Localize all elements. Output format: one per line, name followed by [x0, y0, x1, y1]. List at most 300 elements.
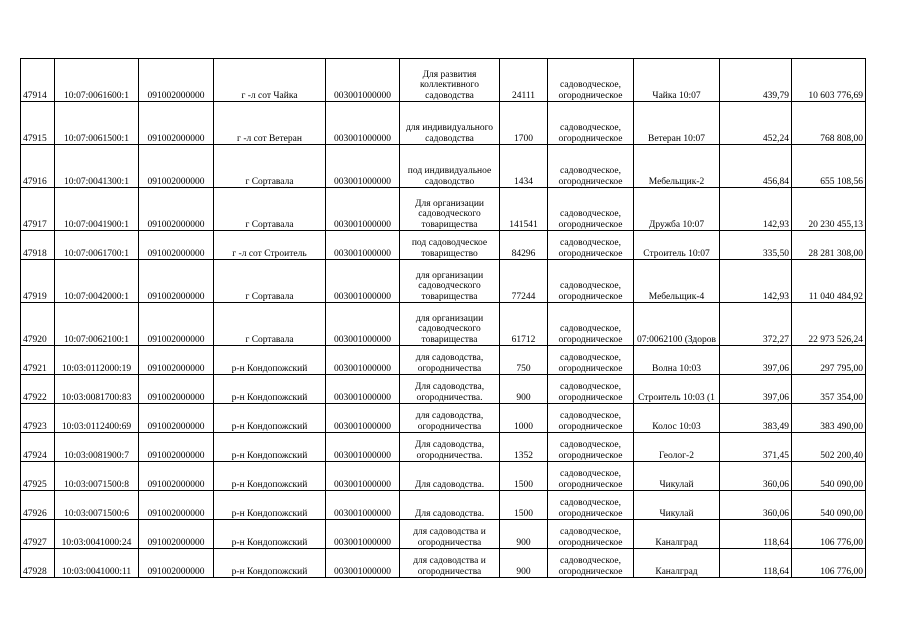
use-type-cell [548, 462, 634, 491]
zone-name-text: Строитель 10:03 (1 [638, 392, 715, 403]
row-id-text: 47926 [23, 508, 47, 519]
location-text: г -л сот Ветеран [237, 133, 302, 144]
category-code-cell [326, 404, 400, 433]
area-text: 1500 [514, 479, 533, 490]
cadastral-value-cell [792, 346, 866, 375]
zone-name-cell [634, 231, 720, 260]
cadastral-value-cell [792, 462, 866, 491]
area-text: 1500 [514, 508, 533, 519]
okato-code-cell [139, 520, 214, 549]
location-cell [214, 375, 326, 404]
category-code-text: 003001000000 [334, 537, 391, 548]
permitted-use-text: Для развития коллективного садоводства [420, 69, 479, 101]
unit-rate-text: 142,93 [762, 219, 789, 230]
zone-name-cell [634, 102, 720, 145]
cadastral-value-text: 10 603 776,69 [808, 90, 863, 101]
location-cell [214, 433, 326, 462]
category-code-text: 003001000000 [334, 219, 391, 230]
use-type-text: садоводческое, огородническое [558, 382, 623, 403]
use-type-cell [548, 433, 634, 462]
location-cell [214, 260, 326, 303]
cadastral-value-cell [792, 260, 866, 303]
location-cell [214, 462, 326, 491]
zone-name-cell [634, 346, 720, 375]
table-row [21, 231, 866, 260]
okato-code-text: 091002000000 [147, 90, 205, 101]
zone-name-cell [634, 59, 720, 102]
unit-rate-cell [720, 59, 792, 102]
area-cell [500, 375, 548, 404]
area-text: 1000 [514, 421, 533, 432]
row-id-cell [21, 491, 55, 520]
use-type-cell [548, 549, 634, 578]
location-cell [214, 303, 326, 346]
permitted-use-cell [400, 462, 500, 491]
permitted-use-text: для садоводства, огородничества [415, 353, 484, 374]
area-text: 900 [516, 566, 531, 577]
zone-name-text: Волна 10:03 [651, 363, 702, 374]
category-code-cell [326, 188, 400, 231]
use-type-text: садоводческое, огородническое [558, 556, 623, 577]
zone-name-text: 07:0062100 (Здоров [636, 334, 717, 345]
zone-name-text: Строитель 10:07 [643, 248, 710, 259]
location-cell [214, 549, 326, 578]
cadastral-number-cell [55, 188, 139, 231]
cadastral-value-cell [792, 491, 866, 520]
use-type-text: садоводческое, огородническое [558, 209, 623, 230]
category-code-cell [326, 433, 400, 462]
permitted-use-text: Для организации садоводческого товарищества [415, 198, 484, 230]
category-code-text: 003001000000 [334, 248, 391, 259]
area-cell [500, 260, 548, 303]
table-row [21, 188, 866, 231]
location-text: р-н Кондопожский [231, 508, 308, 519]
unit-rate-text: 142,93 [762, 291, 789, 302]
use-type-text: садоводческое, огородническое [558, 324, 623, 345]
permitted-use-text: для садоводства, огородничества [415, 411, 484, 432]
cadastral-value-text: 106 776,00 [820, 566, 863, 577]
area-cell [500, 59, 548, 102]
cadastral-number-cell [55, 520, 139, 549]
okato-code-cell [139, 404, 214, 433]
category-code-text: 003001000000 [334, 176, 391, 187]
location-text: р-н Кондопожский [231, 479, 308, 490]
row-id-cell [21, 303, 55, 346]
location-text: г Сортавала [245, 334, 294, 345]
row-id-text: 47921 [23, 363, 47, 374]
okato-code-cell [139, 102, 214, 145]
unit-rate-text: 371,45 [762, 450, 789, 461]
unit-rate-cell [720, 188, 792, 231]
okato-code-cell [139, 462, 214, 491]
cadastral-number-text: 10:07:0041900:1 [64, 219, 129, 230]
area-text: 1434 [514, 176, 533, 187]
permitted-use-text: Для садоводства, огородничества. [414, 382, 485, 403]
okato-code-cell [139, 375, 214, 404]
cadastral-value-text: 22 973 526,24 [808, 334, 863, 345]
permitted-use-text: для садоводства и огородничества [413, 556, 486, 577]
area-text: 1700 [514, 133, 533, 144]
unit-rate-text: 456,84 [762, 176, 789, 187]
unit-rate-text: 360,06 [762, 508, 789, 519]
row-id-cell [21, 231, 55, 260]
permitted-use-cell [400, 59, 500, 102]
use-type-cell [548, 260, 634, 303]
cadastral-number-cell [55, 346, 139, 375]
cadastral-number-cell [55, 260, 139, 303]
unit-rate-cell [720, 145, 792, 188]
area-cell [500, 303, 548, 346]
row-id-cell [21, 520, 55, 549]
row-id-text: 47928 [23, 566, 47, 577]
location-cell [214, 346, 326, 375]
use-type-text: садоводческое, огородническое [558, 469, 623, 490]
location-text: р-н Кондопожский [231, 363, 308, 374]
unit-rate-cell [720, 375, 792, 404]
category-code-cell [326, 102, 400, 145]
area-cell [500, 102, 548, 145]
unit-rate-cell [720, 491, 792, 520]
location-text: г Сортавала [245, 291, 294, 302]
row-id-text: 47919 [23, 291, 47, 302]
cadastral-number-cell [55, 59, 139, 102]
use-type-text: садоводческое, огородническое [558, 281, 623, 302]
table-row [21, 375, 866, 404]
location-text: г Сортавала [245, 176, 294, 187]
location-cell [214, 520, 326, 549]
zone-name-cell [634, 491, 720, 520]
zone-name-text: Каналград [655, 566, 698, 577]
permitted-use-text: для садоводства и огородничества [413, 527, 486, 548]
okato-code-cell [139, 145, 214, 188]
cadastral-value-text: 383 490,00 [820, 421, 863, 432]
use-type-cell [548, 491, 634, 520]
okato-code-cell [139, 260, 214, 303]
unit-rate-text: 439,79 [762, 90, 789, 101]
permitted-use-cell [400, 346, 500, 375]
cadastral-number-cell [55, 231, 139, 260]
use-type-cell [548, 303, 634, 346]
cadastral-number-cell [55, 549, 139, 578]
okato-code-text: 091002000000 [147, 248, 205, 259]
unit-rate-text: 397,06 [762, 392, 789, 403]
row-id-cell [21, 188, 55, 231]
permitted-use-text: Для садоводства. [414, 508, 485, 519]
area-text: 750 [516, 363, 531, 374]
table-row [21, 462, 866, 491]
cadastral-value-text: 28 281 308,00 [808, 248, 863, 259]
zone-name-text: Каналград [655, 537, 698, 548]
use-type-text: садоводческое, огородническое [558, 238, 623, 259]
zone-name-text: Колос 10:03 [652, 421, 701, 432]
cadastral-number-text: 10:03:0041000:11 [61, 566, 132, 577]
category-code-text: 003001000000 [334, 479, 391, 490]
category-code-text: 003001000000 [334, 566, 391, 577]
category-code-text: 003001000000 [334, 334, 391, 345]
cadastral-number-cell [55, 145, 139, 188]
okato-code-text: 091002000000 [147, 450, 205, 461]
cadastral-number-text: 10:03:0071500:8 [64, 479, 129, 490]
table-row [21, 346, 866, 375]
zone-name-cell [634, 145, 720, 188]
use-type-cell [548, 375, 634, 404]
permitted-use-cell [400, 520, 500, 549]
row-id-text: 47927 [23, 537, 47, 548]
okato-code-text: 091002000000 [147, 566, 205, 577]
table-row [21, 520, 866, 549]
cadastral-value-cell [792, 59, 866, 102]
unit-rate-cell [720, 433, 792, 462]
area-text: 1352 [514, 450, 533, 461]
permitted-use-cell [400, 188, 500, 231]
permitted-use-cell [400, 102, 500, 145]
table-row [21, 303, 866, 346]
use-type-text: садоводческое, огородническое [558, 166, 623, 187]
cadastral-value-text: 297 795,00 [820, 363, 863, 374]
category-code-cell [326, 260, 400, 303]
category-code-cell [326, 520, 400, 549]
area-cell [500, 549, 548, 578]
okato-code-cell [139, 433, 214, 462]
cadastral-number-cell [55, 102, 139, 145]
unit-rate-cell [720, 303, 792, 346]
area-cell [500, 346, 548, 375]
table-row [21, 404, 866, 433]
okato-code-cell [139, 346, 214, 375]
cadastral-value-text: 357 354,00 [820, 392, 863, 403]
category-code-cell [326, 303, 400, 346]
row-id-cell [21, 346, 55, 375]
cadastral-value-text: 540 090,00 [820, 508, 863, 519]
zone-name-cell [634, 433, 720, 462]
table-row [21, 491, 866, 520]
cadastral-number-cell [55, 462, 139, 491]
area-text: 24111 [511, 90, 536, 101]
permitted-use-cell [400, 549, 500, 578]
area-text: 900 [516, 392, 531, 403]
cadastral-number-text: 10:03:0112000:19 [61, 363, 132, 374]
okato-code-cell [139, 231, 214, 260]
row-id-text: 47925 [23, 479, 47, 490]
okato-code-text: 091002000000 [147, 219, 205, 230]
category-code-cell [326, 231, 400, 260]
zone-name-text: Мебельщик-2 [648, 176, 705, 187]
permitted-use-cell [400, 231, 500, 260]
zone-name-cell [634, 404, 720, 433]
unit-rate-cell [720, 549, 792, 578]
cadastral-number-cell [55, 404, 139, 433]
okato-code-cell [139, 59, 214, 102]
use-type-cell [548, 404, 634, 433]
use-type-text: садоводческое, огородническое [558, 498, 623, 519]
area-text: 84296 [511, 248, 536, 259]
location-cell [214, 491, 326, 520]
cadastral-number-text: 10:03:0041000:24 [61, 537, 132, 548]
unit-rate-cell [720, 346, 792, 375]
row-id-cell [21, 433, 55, 462]
row-id-text: 47916 [23, 176, 47, 187]
cadastral-number-text: 10:03:0112400:69 [61, 421, 132, 432]
unit-rate-cell [720, 231, 792, 260]
use-type-text: садоводческое, огородническое [558, 80, 623, 101]
use-type-cell [548, 346, 634, 375]
cadastral-value-cell [792, 549, 866, 578]
cadastral-number-text: 10:07:0061500:1 [64, 133, 129, 144]
zone-name-text: Геолог-2 [659, 450, 694, 461]
row-id-text: 47915 [23, 133, 47, 144]
row-id-cell [21, 260, 55, 303]
area-cell [500, 404, 548, 433]
okato-code-text: 091002000000 [147, 392, 205, 403]
area-text: 141541 [509, 219, 538, 230]
unit-rate-cell [720, 520, 792, 549]
zone-name-cell [634, 549, 720, 578]
location-text: г -л сот Чайка [241, 90, 298, 101]
category-code-text: 003001000000 [334, 90, 391, 101]
category-code-cell [326, 462, 400, 491]
location-cell [214, 188, 326, 231]
cadastral-number-cell [55, 491, 139, 520]
use-type-text: садоводческое, огородническое [558, 353, 623, 374]
cadastral-number-cell [55, 303, 139, 346]
permitted-use-cell [400, 303, 500, 346]
category-code-cell [326, 145, 400, 188]
category-code-cell [326, 375, 400, 404]
area-cell [500, 462, 548, 491]
unit-rate-text: 372,27 [762, 334, 789, 345]
okato-code-cell [139, 491, 214, 520]
location-text: г Сортавала [245, 219, 294, 230]
cadastral-value-text: 655 108,56 [820, 176, 863, 187]
zone-name-text: Чайка 10:07 [652, 90, 701, 101]
zone-name-text: Мебельщик-4 [648, 291, 705, 302]
table-body [21, 59, 866, 578]
location-cell [214, 404, 326, 433]
location-text: р-н Кондопожский [231, 537, 308, 548]
use-type-cell [548, 145, 634, 188]
cadastral-value-cell [792, 102, 866, 145]
cadastral-value-text: 11 040 484,92 [808, 291, 863, 302]
okato-code-text: 091002000000 [147, 176, 205, 187]
unit-rate-text: 452,24 [762, 133, 789, 144]
zone-name-cell [634, 303, 720, 346]
use-type-cell [548, 520, 634, 549]
use-type-text: садоводческое, огородническое [558, 123, 623, 144]
permitted-use-cell [400, 404, 500, 433]
cadastral-value-cell [792, 188, 866, 231]
okato-code-text: 091002000000 [147, 363, 205, 374]
unit-rate-cell [720, 462, 792, 491]
okato-code-text: 091002000000 [147, 479, 205, 490]
permitted-use-text: для организации садоводческого товарищества [415, 313, 484, 345]
cadastral-number-text: 10:07:0061600:1 [64, 90, 129, 101]
table-row [21, 102, 866, 145]
row-id-cell [21, 102, 55, 145]
use-type-text: садоводческое, огородническое [558, 440, 623, 461]
cadastral-number-text: 10:07:0042000:1 [64, 291, 129, 302]
cadastral-number-cell [55, 433, 139, 462]
table-row [21, 433, 866, 462]
okato-code-cell [139, 549, 214, 578]
cadastral-number-text: 10:03:0071500:6 [64, 508, 129, 519]
unit-rate-text: 383,49 [762, 421, 789, 432]
zone-name-cell [634, 260, 720, 303]
cadastral-number-cell [55, 375, 139, 404]
cadastral-value-text: 540 090,00 [820, 479, 863, 490]
cadastral-value-cell [792, 303, 866, 346]
okato-code-text: 091002000000 [147, 508, 205, 519]
category-code-text: 003001000000 [334, 508, 391, 519]
okato-code-cell [139, 188, 214, 231]
table-row [21, 549, 866, 578]
row-id-cell [21, 375, 55, 404]
category-code-cell [326, 549, 400, 578]
zone-name-cell [634, 188, 720, 231]
location-cell [214, 231, 326, 260]
location-text: р-н Кондопожский [231, 392, 308, 403]
location-text: г -л сот Строитель [232, 248, 307, 259]
cadastral-value-cell [792, 433, 866, 462]
unit-rate-text: 397,06 [762, 363, 789, 374]
unit-rate-cell [720, 260, 792, 303]
row-id-text: 47923 [23, 421, 47, 432]
location-text: р-н Кондопожский [231, 421, 308, 432]
row-id-text: 47918 [23, 248, 47, 259]
location-text: р-н Кондопожский [231, 566, 308, 577]
okato-code-text: 091002000000 [147, 537, 205, 548]
category-code-text: 003001000000 [334, 363, 391, 374]
area-cell [500, 188, 548, 231]
cadastral-number-text: 10:07:0062100:1 [64, 334, 129, 345]
cadastral-value-text: 106 776,00 [820, 537, 863, 548]
area-text: 61712 [511, 334, 536, 345]
category-code-text: 003001000000 [334, 133, 391, 144]
category-code-text: 003001000000 [334, 392, 391, 403]
zone-name-cell [634, 462, 720, 491]
use-type-cell [548, 102, 634, 145]
unit-rate-text: 360,06 [762, 479, 789, 490]
permitted-use-text: Для садоводства, огородничества. [414, 440, 485, 461]
unit-rate-text: 118,64 [763, 566, 789, 577]
cadastral-value-cell [792, 145, 866, 188]
permitted-use-text: Для садоводства. [414, 479, 485, 490]
area-cell [500, 231, 548, 260]
row-id-cell [21, 549, 55, 578]
permitted-use-text: для организации садоводческого товарищества [415, 270, 484, 302]
cadastral-value-cell [792, 520, 866, 549]
category-code-cell [326, 346, 400, 375]
cadastral-number-text: 10:03:0081900:7 [64, 450, 129, 461]
okato-code-text: 091002000000 [147, 133, 205, 144]
land-registry-table [20, 58, 866, 578]
row-id-text: 47917 [23, 219, 47, 230]
permitted-use-cell [400, 375, 500, 404]
area-cell [500, 433, 548, 462]
okato-code-text: 091002000000 [147, 291, 205, 302]
permitted-use-text: для индивидуального садоводства [405, 123, 494, 144]
zone-name-text: Чикулай [659, 508, 694, 519]
permitted-use-text: под индивидуальное садоводство [407, 166, 492, 187]
table-row [21, 260, 866, 303]
location-text: р-н Кондопожский [231, 450, 308, 461]
row-id-cell [21, 462, 55, 491]
permitted-use-text: под садоводческое товарищество [411, 238, 488, 259]
use-type-text: садоводческое, огородническое [558, 527, 623, 548]
location-cell [214, 145, 326, 188]
cadastral-value-text: 502 200,40 [820, 450, 863, 461]
category-code-cell [326, 491, 400, 520]
area-text: 77244 [511, 291, 536, 302]
